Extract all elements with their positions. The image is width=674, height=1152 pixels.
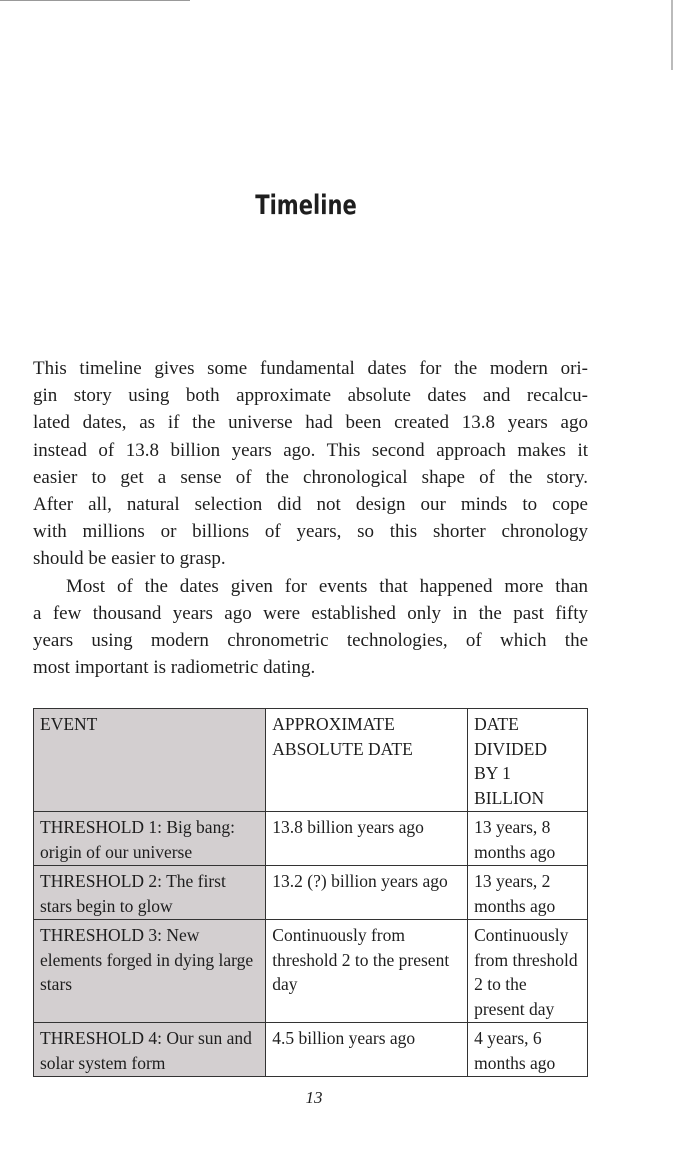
- scan-edge-shadow: [671, 0, 673, 70]
- header-divided-date: DATE DIVIDED BY 1 BILLION: [468, 709, 588, 812]
- text-line: most important is radiometric dating.: [33, 657, 316, 679]
- scan-edge-line: [0, 0, 190, 1]
- event-cell: THRESHOLD 1: Big bang: origin of our universe: [34, 812, 266, 866]
- absolute-date-cell: 13.8 billion years ago: [266, 812, 468, 866]
- divided-date-cell: Continuously from threshold 2 to the present day: [468, 920, 588, 1023]
- table-row: [34, 920, 588, 1023]
- text-line: instead of 13.8 billion years ago. This second approach makes it: [33, 439, 588, 461]
- divided-date-cell: 13 years, 8 months ago: [468, 812, 588, 866]
- text-line: easier to get a sense of the chronological shape of the story.: [33, 466, 588, 488]
- absolute-date-cell: Continuously from threshold 2 to the present day: [266, 920, 468, 1023]
- event-cell: THRESHOLD 4: Our sun and solar system form: [34, 1023, 266, 1077]
- timeline-table: [33, 708, 588, 1077]
- absolute-date-cell: 4.5 billion years ago: [266, 1023, 468, 1077]
- page-number: 13: [305, 1088, 323, 1107]
- divided-date-cell: 13 years, 2 months ago: [468, 866, 588, 920]
- divided-date-cell: 4 years, 6 months ago: [468, 1023, 588, 1077]
- text-line: a few thousand years ago were established only in the past fifty: [33, 602, 588, 624]
- text-line: After all, natural selection did not design our minds to cope: [33, 494, 588, 516]
- absolute-date-cell: 13.2 (?) billion years ago: [266, 866, 468, 920]
- paragraph-1: [33, 355, 588, 573]
- text-line: with millions or billions of years, so this shorter chronology: [33, 521, 588, 543]
- text-line: Most of the dates given for events that happened more than: [66, 575, 588, 597]
- text-line: This timeline gives some fundamental dates for the modern ori-: [33, 358, 588, 379]
- table-row: [34, 812, 588, 866]
- header-event: EVENT: [34, 709, 266, 812]
- text-line: years using modern chronometric technologies, of which the: [33, 630, 588, 652]
- text-line: should be easier to grasp.: [33, 548, 226, 570]
- table-row: [34, 866, 588, 920]
- page-title: Timeline: [255, 190, 357, 221]
- body-text: [33, 355, 588, 681]
- paragraph-2: [33, 573, 588, 682]
- text-line: lated dates, as if the universe had been created 13.8 years ago: [33, 412, 588, 434]
- event-cell: THRESHOLD 3: New elements forged in dying large stars: [34, 920, 266, 1023]
- table-row: [34, 1023, 588, 1077]
- text-line: gin story using both approximate absolute dates and recalcu-: [33, 385, 588, 407]
- table-header-row: [34, 709, 588, 812]
- header-absolute-date: APPROXIMATE ABSOLUTE DATE: [266, 709, 468, 812]
- event-cell: THRESHOLD 2: The first stars begin to glow: [34, 866, 266, 920]
